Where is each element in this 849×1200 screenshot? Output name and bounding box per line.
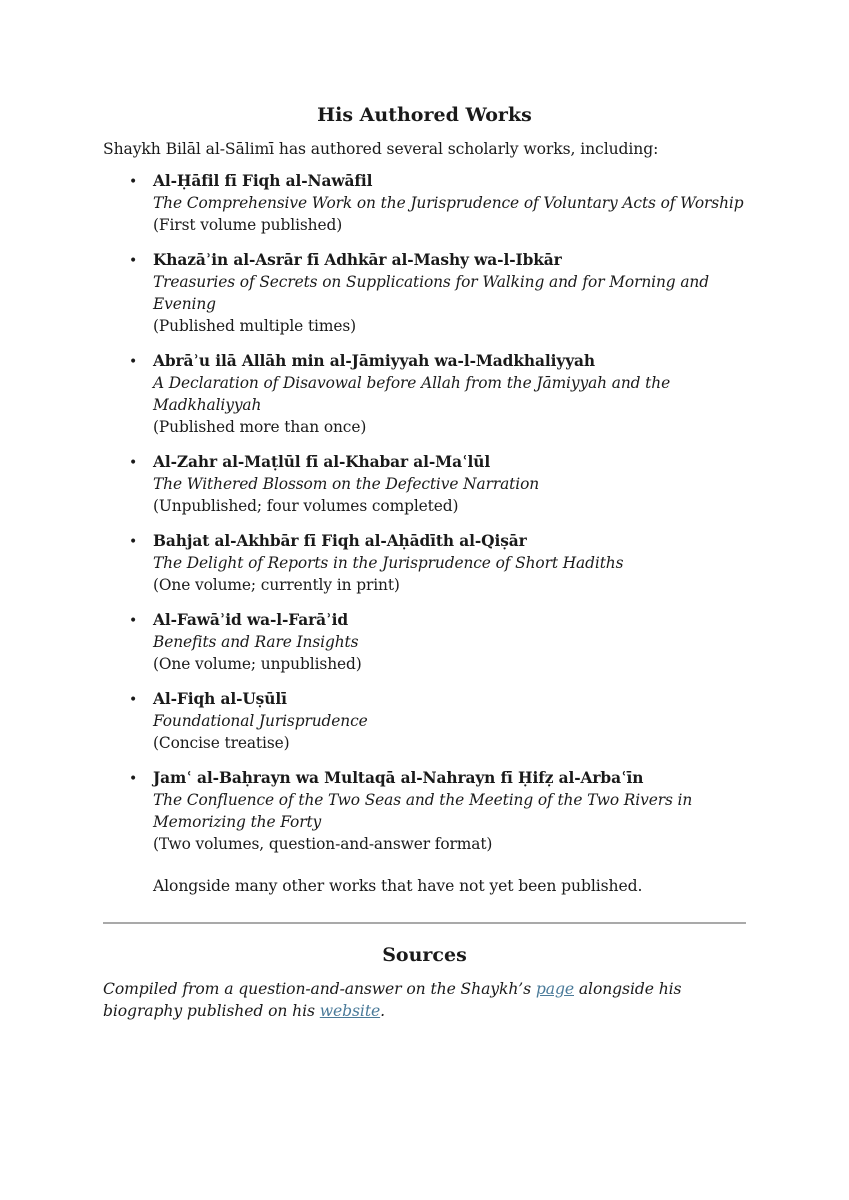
work-translation: The Delight of Reports in the Jurisprudence of Short Hadiths <box>153 554 624 572</box>
sources-heading: Sources <box>382 944 467 966</box>
work-title: Jamʿ al-Baḥrayn wa Multaqā al-Nahrayn fī Ḥifẓ al-Arbaʿīn <box>153 769 644 787</box>
work-note: (Two volumes, question-and-answer format) <box>153 835 493 853</box>
work-title: Al-Zahr al-Maṭlūl fī al-Khabar al-Maʿlūl <box>153 453 491 471</box>
website-link[interactable]: website <box>319 1002 381 1020</box>
work-title: Bahjat al-Akhbār fī Fiqh al-Aḥādīth al-Qiṣār <box>153 532 527 550</box>
list-item <box>129 688 746 754</box>
sources-text-after: . <box>380 1002 385 1020</box>
work-translation: A Declaration of Disavowal before Allah from the Jāmiyyah and the Madkhaliyyah <box>153 374 671 414</box>
work-note: (First volume published) <box>153 216 343 234</box>
work-note: (Published multiple times) <box>153 317 357 335</box>
work-translation: The Confluence of the Two Seas and the Meeting of the Two Rivers in Memorizing the Forty <box>153 791 693 831</box>
bullet-icon: • <box>129 613 138 629</box>
work-translation: Foundational Jurisprudence <box>153 712 368 730</box>
work-title: Abrāʾu ilā Allāh min al-Jāmiyyah wa-l-Madkhaliyyah <box>153 352 596 370</box>
sources-paragraph <box>103 978 746 1022</box>
work-title: Al-Fawāʾid wa-l-Farāʾid <box>153 611 348 629</box>
document-page <box>103 98 746 1022</box>
work-title: Al-Ḥāfil fī Fiqh al-Nawāfil <box>153 172 373 190</box>
page-link[interactable]: page <box>535 980 574 998</box>
closing-paragraph: Alongside many other works that have not yet been published. <box>153 877 643 895</box>
list-item <box>129 767 746 855</box>
work-translation: The Withered Blossom on the Defective Narration <box>153 475 540 493</box>
bullet-icon: • <box>129 354 138 370</box>
list-item <box>129 170 746 236</box>
work-translation: Treasuries of Secrets on Supplications for Walking and for Morning and Evening <box>153 273 709 313</box>
work-translation: Benefits and Rare Insights <box>153 633 359 651</box>
works-list <box>103 170 746 855</box>
work-title: Al-Fiqh al-Uṣūlī <box>153 690 287 708</box>
bullet-icon: • <box>129 534 138 550</box>
list-item <box>129 530 746 596</box>
sources-text-middle: alongside his biography published on his <box>103 980 682 1020</box>
work-note: (One volume; unpublished) <box>153 655 362 673</box>
list-item <box>129 609 746 675</box>
list-item <box>129 451 746 517</box>
list-item <box>129 249 746 337</box>
authored-works-heading: His Authored Works <box>317 104 532 126</box>
work-note: (Published more than once) <box>153 418 367 436</box>
section-divider <box>103 922 746 924</box>
work-note: (Concise treatise) <box>153 734 290 752</box>
bullet-icon: • <box>129 692 138 708</box>
intro-paragraph: Shaykh Bilāl al-Sālimī has authored several scholarly works, including: <box>103 140 659 158</box>
bullet-icon: • <box>129 174 138 190</box>
work-title: Khazāʾin al-Asrār fī Adhkār al-Mashy wa-l-Ibkār <box>153 251 562 269</box>
work-translation: The Comprehensive Work on the Jurisprudence of Voluntary Acts of Worship <box>153 194 744 212</box>
work-note: (One volume; currently in print) <box>153 576 400 594</box>
bullet-icon: • <box>129 455 138 471</box>
work-note: (Unpublished; four volumes completed) <box>153 497 459 515</box>
sources-text-before: Compiled from a question-and-answer on the Shaykh’s <box>103 980 536 998</box>
bullet-icon: • <box>129 771 138 787</box>
list-item <box>129 350 746 438</box>
bullet-icon: • <box>129 253 138 269</box>
